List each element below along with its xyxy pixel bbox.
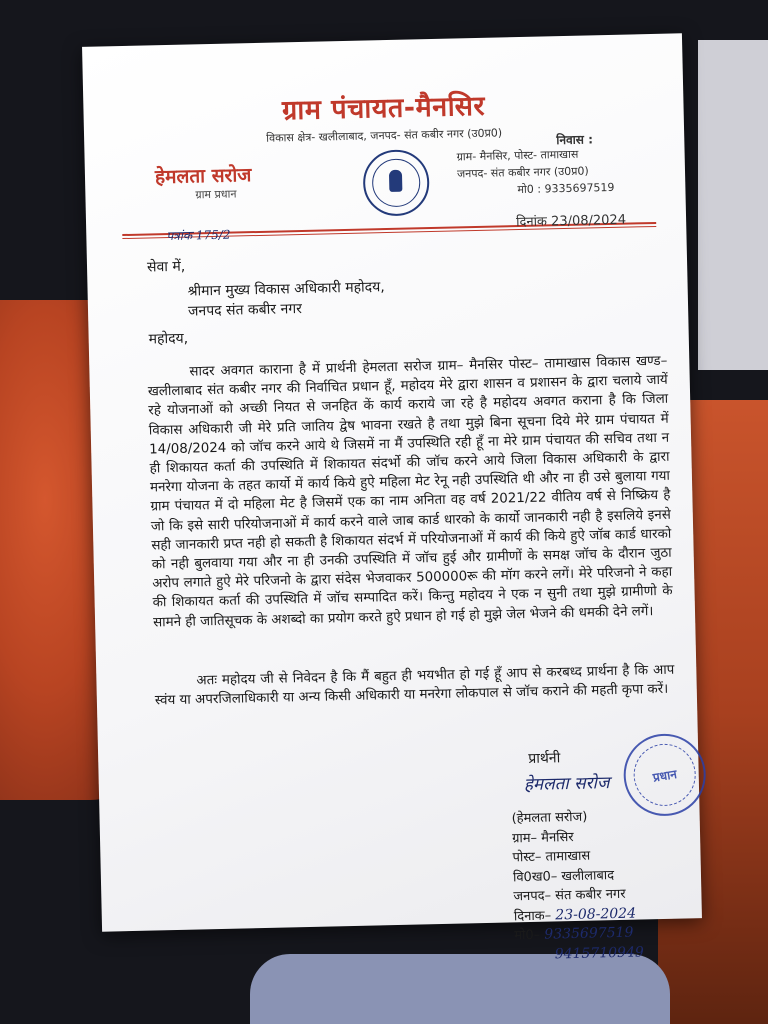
sender-line-label: ग्राम– मैनसिर — [511, 829, 574, 846]
body-paragraph-2: अतः महोदय जी से निवेदन है कि मैं बहुत ही भयभीत हो गई हूँ आप से करबध्द प्रार्थना है कि आप स्वंय या अपरजिलाधिकारी या अन्य किसी अधिकारी या मनरेगा लोकपाल से जॉच कराने की महती कृपा करें। — [154, 662, 675, 709]
sender-line — [515, 943, 644, 965]
pradhan-name: हेमलता सरोज — [154, 164, 252, 189]
sender-details — [511, 806, 644, 965]
sender-line-value: 9335697519 — [544, 924, 634, 943]
sender-line-label: पोस्ट– तामाखास — [512, 848, 591, 866]
residence-line: ग्राम- मैनसिर, पोस्ट- तामाखास — [456, 147, 579, 164]
addressee-line: जनपद संत कबीर नगर — [187, 301, 303, 320]
addressee-line: श्रीमान मुख्य विकास अधिकारी महोदय, — [187, 279, 385, 300]
residence-line: मो0 : 9335697519 — [517, 180, 615, 197]
stamp-text: प्रधान — [629, 739, 700, 810]
salutation: सेवा में, — [146, 258, 186, 276]
letterhead-subtitle: विकास क्षेत्र- खलीलाबाद, जनपद- संत कबीर नगर (उ0प्र0) — [266, 126, 503, 145]
prarthi-label: प्रार्थनी — [528, 750, 561, 767]
background-paper — [698, 40, 768, 370]
sender-line-label: वि0ख0– खलीलाबाद — [512, 867, 615, 885]
signature: हेमलता सरोज — [523, 773, 610, 796]
sender-line-label: दिनाक– — [513, 907, 556, 924]
sender-line-value: 23-08-2024 — [555, 905, 637, 923]
body-paragraph-1: सादर अवगत काराना है में प्रार्थनी हेमलता सरोज ग्राम– मैनसिर पोस्ट– तामाखास विकास खण्ड– खलीलाबाद संत कबीर नगर की निर्वाचित प्रधान हूँ, महोदय मेरे द्वारा शासन व प्रशासन के द्वारा चलाये जायें रहे योजनाओं को अच्छी नियत से जनहित कें कार्य कराये जा रहे है महोदय अवगत कराना है कि जिला विकास अधिकारी जी मेरे प्रति जातिय द्वेष भावना रखते है तथा मुझे बिना सूचना दिये मेरे ग्राम पंचायत में 14/08/2024 को जॉच करने आये थे जिसमें ना मैं उपस्थिति रही हूँ ना मेरे ग्राम पंचायत की सचिव तथा न ही शिकायत कर्ता की उपस्थिति में शिकायत संदर्भो की जॉच करने आये जिला विकास अधिकारी के द्वारा मनरेगा योजना के तहत कार्यो में कार्य किये हुऐ महिला मेट रेनू नही उपस्थिति थी और ना ही उसे बुलाया गया ग्राम पंचायत में दो महिला मेट है जिसमें एक का नाम अनिता वह वर्ष 2021/22 वीतिय वर्ष से निष्क्रिय है जो कि इसे सारी परियोजनाओं में कार्य करने वाले जाब कार्ड धारको के कार्यो जानकारी नही है इसलिये इनसे सही जानकारी प्रप्त नही हो सकती है शिकायत संदर्भ में परियोजनाओं में कार्य की किये हुऐ जॉब कार्ड धारको को नही बुलवाया गया और ना ही उनकी उपस्थिति में जॉच हुई और ग्रामीणों के समक्ष जॉच के दौरान जुठा अरोप लगाते हुऐ मेरे परिजनो के द्वारा संदेस भेजवाकर 500000रू की मॉग करने लगें। मेरे परिजनो ने कहा की शिकायत कर्ता की उपस्थिति में जॉच सम्पादित करें। किन्तु महोदय ने एक न सुनी तथा मुझे ग्रामीणो के सामने ही जातिसूचक के अशब्दो का प्रयोग करते हुऐ प्रधान हो गई हो मुझे जेल भेजने की धमकी देने लगें। — [147, 353, 673, 631]
sender-name: (हेमलता सरोज) — [511, 809, 588, 827]
reference-number: पत्रांक 175/2 — [166, 227, 231, 244]
pradhan-designation: ग्राम प्रधान — [195, 187, 237, 202]
opening-greeting: महोदय, — [148, 330, 189, 348]
residence-block — [456, 132, 657, 200]
sender-line — [514, 923, 643, 945]
sender-line-value: 9415710949 — [554, 943, 644, 962]
sender-line — [513, 884, 642, 906]
letterhead-title: ग्राम पंचायत-मैनसिर — [281, 90, 486, 127]
addressee-block — [187, 277, 385, 321]
emblem-icon — [362, 149, 429, 216]
residence-label: निवास : — [556, 132, 594, 148]
sender-line-label: मो0– — [514, 927, 545, 944]
residence-line: जनपद- संत कबीर नगर (उ0प्र0) — [456, 164, 589, 181]
blue-cloth-bottom — [250, 954, 670, 1024]
sender-line-label: जनपद– संत कबीर नगर — [513, 886, 626, 905]
letter-date: दिनांक 23/08/2024 — [515, 212, 627, 231]
emblem-inner — [372, 158, 421, 207]
letter-document — [82, 33, 702, 962]
